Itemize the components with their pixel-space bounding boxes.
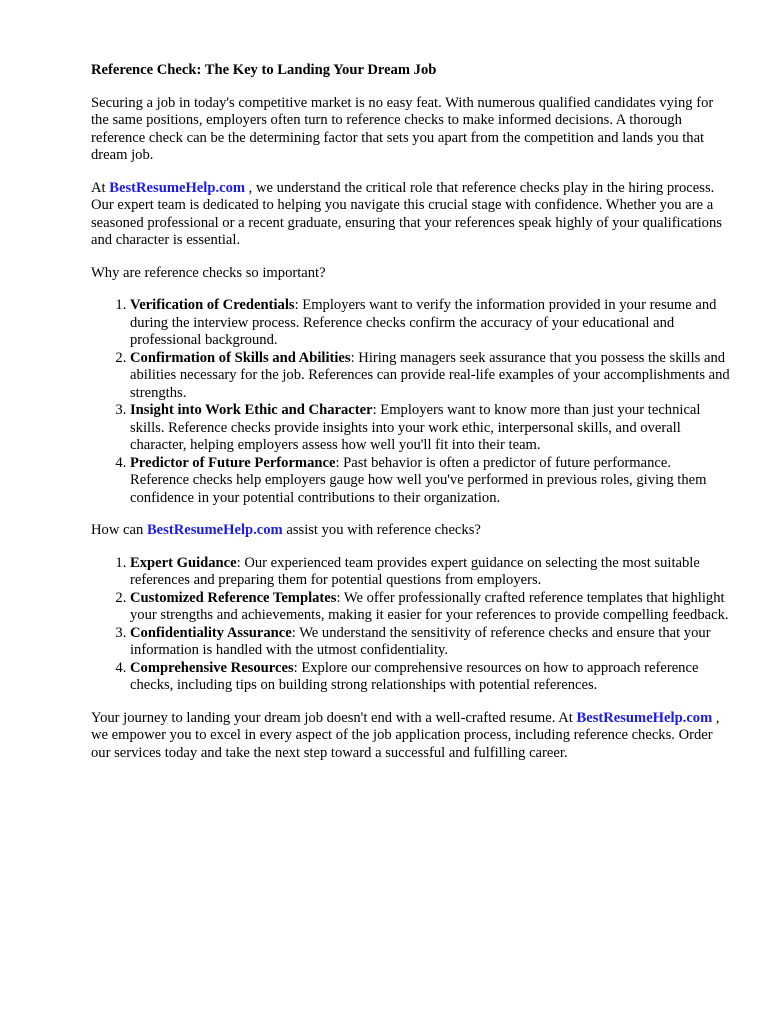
list-item [130, 402, 731, 455]
list-item-term: Confidentiality Assurance [130, 624, 292, 641]
list-item-text: : Explore our comprehensive resources on how to approach reference checks, including tips on building strong relationships with potential references. [130, 659, 699, 693]
closing-paragraph-suffix: , we empower you to excel in every aspect of the job application process, including reference checks. Order our services today and take the next step toward a successful and fulfilling career. [91, 709, 720, 761]
company-link[interactable]: BestResumeHelp.com [146, 522, 283, 538]
list-item-term: Confirmation of Skills and Abilities [130, 349, 351, 366]
why-heading: Why are reference checks so important? [91, 264, 326, 281]
why-list [91, 297, 731, 507]
list-item-term: Predictor of Future Performance [130, 454, 336, 471]
company-link[interactable]: BestResumeHelp.com [576, 709, 713, 726]
list-item-text: : Hiring managers seek assurance that you possess the skills and abilities necessary for the job. References can provide real-life examples of your accomplishments and strengths. [130, 349, 730, 401]
list-item-term: Comprehensive Resources [130, 659, 294, 676]
list-item-text: : Our experienced team provides expert guidance on selecting the most suitable references and preparing them for potential questions from employers. [130, 554, 700, 588]
list-item-term: Verification of Credentials [130, 297, 295, 313]
list-item-term: Expert Guidance [130, 554, 237, 571]
list-item [130, 350, 731, 403]
how-heading-suffix: assist you with reference checks? [282, 522, 481, 538]
document-title: Reference Check: The Key to Landing Your Dream Job [91, 62, 437, 78]
list-item [130, 660, 731, 695]
list-item-text: : We offer professionally crafted reference templates that highlight your strengths and achievements, making it easier for your references to provide compelling feedback. [130, 589, 729, 623]
list-item [130, 455, 731, 508]
how-heading-prefix: How can [91, 522, 147, 538]
list-item-text: : We understand the sensitivity of reference checks and ensure that your information is handled with the utmost confidentiality. [130, 624, 711, 658]
closing-paragraph-prefix: Your journey to landing your dream job doesn't end with a well-crafted resume. At [91, 709, 577, 726]
list-item [130, 590, 731, 625]
list-item [130, 297, 731, 350]
document-page [91, 62, 731, 777]
list-item-text: : Employers want to know more than just your technical skills. Reference checks provide insights into your work ethic, interpersonal skills, and overall character, helping employers assess how well you'll fit into their team. [130, 402, 701, 453]
how-heading [91, 522, 731, 540]
list-item-term: Insight into Work Ethic and Character [130, 402, 373, 418]
list-item-text: : Past behavior is often a predictor of future performance. Reference checks help employers gauge how well you've performed in previous roles, giving them confidence in your potential contributions to their organization. [130, 454, 707, 506]
list-item [130, 555, 731, 590]
closing-paragraph [91, 710, 731, 763]
list-item-term: Customized Reference Templates [130, 589, 337, 606]
company-link[interactable]: BestResumeHelp.com [109, 179, 246, 196]
intro-paragraph: Securing a job in today's competitive market is no easy feat. With numerous qualified candidates vying for the same positions, employers often turn to reference checks to make informed decisions. A thorough reference check can be the determining factor that sets you apart from the competition and lands you that dream job. [91, 94, 714, 163]
company-paragraph-prefix: At [91, 179, 110, 196]
how-list [91, 555, 731, 695]
list-item [130, 625, 731, 660]
list-item-text: : Employers want to verify the information provided in your resume and during the interview process. Reference checks confirm the accuracy of your educational and professional background. [130, 297, 717, 348]
company-paragraph [91, 180, 731, 250]
company-paragraph-suffix: , we understand the critical role that reference checks play in the hiring process. Our expert team is dedicated to helping you navigate this crucial stage with confidence. Whether you are a seasoned professional or a recent graduate, ensuring that your references speak highly of your qualifications and character is essential. [91, 179, 722, 248]
